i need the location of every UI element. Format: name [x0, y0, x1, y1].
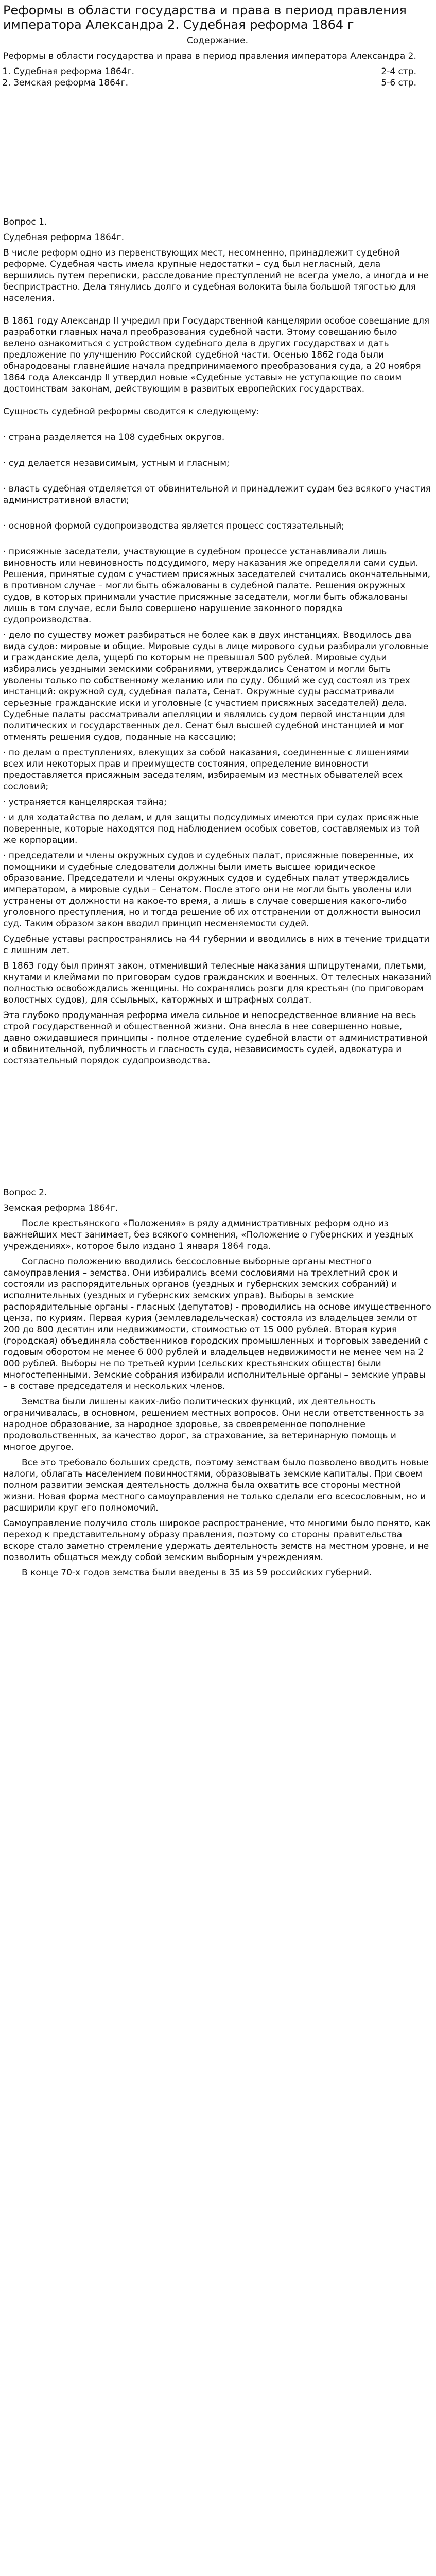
paragraph: Земства были лишены каких-либо политических функций, их деятельность ограничивалась, в основном, решением местных вопросов. Они несли ответственность за народное образование, за народное здоровье, за своевременное пополнение продовольственных, за качество дорог, за страхование, за ветеринарную помощь и многое другое. [3, 1397, 424, 1452]
list-item: · и для ходатайства по делам, и для защиты подсудимых имеются при судах присяжные поверенные, которые находятся под наблюдением особых советов, составляемых из той же корпорации. [3, 812, 420, 845]
section2-heading: Вопрос 2. [3, 1188, 47, 1198]
toc-item-pages: 5-6 стр. [381, 78, 416, 88]
paragraph: В 1861 году Александр II учредил при Государственной канцелярии особое совещание для разработки главных начал преобразования судебной части. Этому совещанию было велено ознакомиться с устройством судебного дела в других государствах и дать предложение по улучшению Российской судебной части. Осенью 1862 года были обнародованы главнейшие начала предпринимаемого преобразования суда, а 20 ноября 1864 года Александр II утвердил новые «Судебные уставы» не уступающие по своим достоинствам законам, действующим в развитых европейских государствах. [3, 316, 430, 394]
page-break-space [3, 1071, 432, 1187]
list-item: · председатели и члены окружных судов и судебных палат, присяжные поверенные, их помощники и судебные следователи должны были иметь высшее юридическое образование. Председатели и члены окружных судов и судебных палат утверждались императором, а мировые судьи – Сенатом. После этого они не могли быть уволены или устранены от должности на какое-то время, а лишь в случае совершения какого-либо уголовного преступления, но и тогда решение об их отстранении от должности выносил суд. Таким образом закон вводил принцип несменяемости судей. [3, 851, 421, 929]
list-item: · основной формой судопроизводства является процесс состязательный; [3, 521, 345, 531]
paragraph: Сущность судебной реформы сводится к следующему: [3, 406, 259, 417]
intro-line: Реформы в области государства и права в период правления императора Александра 2. [3, 51, 416, 61]
list-item: · по делам о преступлениях, влекущих за собой наказания, соединенные с лишениями всех или некоторых прав и преимуществ состояния, определение виновности предоставляется присяжным заседателям, избираемым из местных обывателей всех сословий; [3, 748, 409, 792]
list-item: · суд делается независимым, устным и гласным; [3, 458, 230, 468]
toc-heading: Содержание. [186, 36, 249, 46]
list-item: · присяжные заседатели, участвующие в судебном процессе устанавливали лишь виновность или невиновность подсудимого, меру наказания же определяли сами судьи. Решения, принятые судом с участием присяжных заседателей считались окончательными, в противном случае – могли быть обжалованы в судебной палате. Решения окружных судов, в которых принимали участие присяжные заседатели, могли быть обжалованы лишь в том случае, если было совершено нарушение законного порядка судопроизводства. [3, 547, 431, 625]
paragraph: Судебные уставы распространялись на 44 губернии и вводились в них в течение тридцати с лишним лет. [3, 934, 430, 956]
paragraph: В числе реформ одно из первенствующих мест, несомненно, принадлежит судебной реформе. Судебная часть имела крупные недостатки – суд был негласный, дела вершились путем переписки, расследование преступлений не всегда умело, а иногда и не беспристрастно. Дела тянулись долго и судебная волокита была большой тягостью для населения. [3, 248, 429, 303]
list-item: · дело по существу может разбираться не более как в двух инстанциях. Вводилось два вида судов: мировые и общие. Мировые суды в лице мирового судьи разбирали уголовные и гражданские дела, ущерб по которым не превышал 500 рублей. Мировые судьи избирались уездными земскими собраниями, утверждались Сенатом и могли быть уволены только по собственному желанию или по суду. Общий же суд состоял из трех инстанций: окружной суд, судебная палата, Сенат. Окружные суды рассматривали серьезные гражданские иски и уголовные (с участием присяжных заседателей) дела. Судебные палаты рассматривали апелляции и являлись судом первой инстанции для политических и государственных дел. Сенат был высшей судебной инстанцией и мог отменять решения судов, поданные на кассацию; [3, 630, 429, 742]
section1-heading: Вопрос 1. [3, 217, 47, 227]
list-item: · устраняется канцелярская тайна; [3, 797, 167, 807]
section1-subheading: Судебная реформа 1864г. [3, 232, 125, 243]
section2-subheading: Земская реформа 1864г. [3, 1203, 118, 1213]
paragraph: Все это требовало больших средств, поэтому земствам было позволено вводить новые налоги, облагать населением повинностями, образовывать земские капиталы. При своем полном развитии земская деятельность должна была охватить все стороны местной жизни. Новая форма местного самоуправления не только сделали его всесословным, но и расширили круг его полномочий. [3, 1458, 429, 1513]
toc-item [13, 66, 432, 77]
paragraph: Эта глубоко продуманная реформа имела сильное и непосредственное влияние на весь строй государственной и общественной жизни. Она внесла в нее совершенно новые, давно ожидавшиеся принципы - полное отделение судебной власти от административной и обвинительной, публичность и гласность суда, независимость судей, адвокатура и состязательный порядок судопроизводства. [3, 1010, 428, 1066]
toc-item [13, 77, 432, 89]
page-break-space [3, 93, 432, 216]
paragraph: В конце 70-х годов земства были введены в 35 из 59 российских губерний. [22, 1568, 372, 1578]
list-item: · власть судебная отделяется от обвинительной и принадлежит судам без всякого участия административной власти; [3, 484, 431, 505]
paragraph: В 1863 году был принят закон, отменивший телесные наказания шпицрутенами, плетьми, кнутами и клеймами по приговорам судов гражданских и военных. От телесных наказаний полностью освобождались женщины. Но сохранялись розги для крестьян (по приговорам волостных судов), для ссыльных, каторжных и штрафных солдат. [3, 961, 432, 1005]
table-of-contents [3, 66, 432, 89]
paragraph: После крестьянского «Положения» в ряду административных реформ одно из важнейших мест занимает, без всякого сомнения, «Положение о губернских и уездных учреждениях», которое было издано 1 января 1864 года. [3, 1218, 413, 1251]
toc-item-label: Судебная реформа 1864г. [13, 66, 135, 77]
document-title: Реформы в области государства и права в период правления императора Александра 2. Судебная реформа 1864 г [3, 3, 407, 32]
paragraph: Согласно положению вводились бессословные выборные органы местного самоуправления – земства. Они избирались всеми сословиями на трехлетний срок и состояли из распорядительных органов (уездных и губернских земских собраний) и исполнительных (уездных и губернских земских управ). Выборы в земские распорядительные органы - гласных (депутатов) - проводились на основе имущественного ценза, по куриям. Первая курия (землевладельческая) состояла из владельцев земли от 200 до 800 десятин или недвижимости, стоимостью от 15 000 рублей. Вторая курия (городская) объединяла собственников городских промышленных и торговых заведений с годовым оборотом не менее 6 000 рублей и владельцев недвижимости не менее чем на 2 000 рублей. Выборы не по третьей курии (сельских крестьянских обществ) были многостепенными. Земские собрания избирали исполнительные органы – земские управы – в составе председателя и нескольких членов. [3, 1257, 431, 1392]
list-item: · страна разделяется на 108 судебных округов. [3, 432, 225, 443]
paragraph: Самоуправление получило столь широкое распространение, что многими было понято, как переход к представительному образу правления, поэтому со стороны правительства вскоре стало заметно стремление удержать деятельность земств на местном уровне, и не позволить общаться между собой земским выборным учреждениям. [3, 1518, 431, 1563]
toc-item-pages: 2-4 стр. [381, 66, 416, 77]
toc-item-label: Земская реформа 1864г. [13, 78, 129, 88]
